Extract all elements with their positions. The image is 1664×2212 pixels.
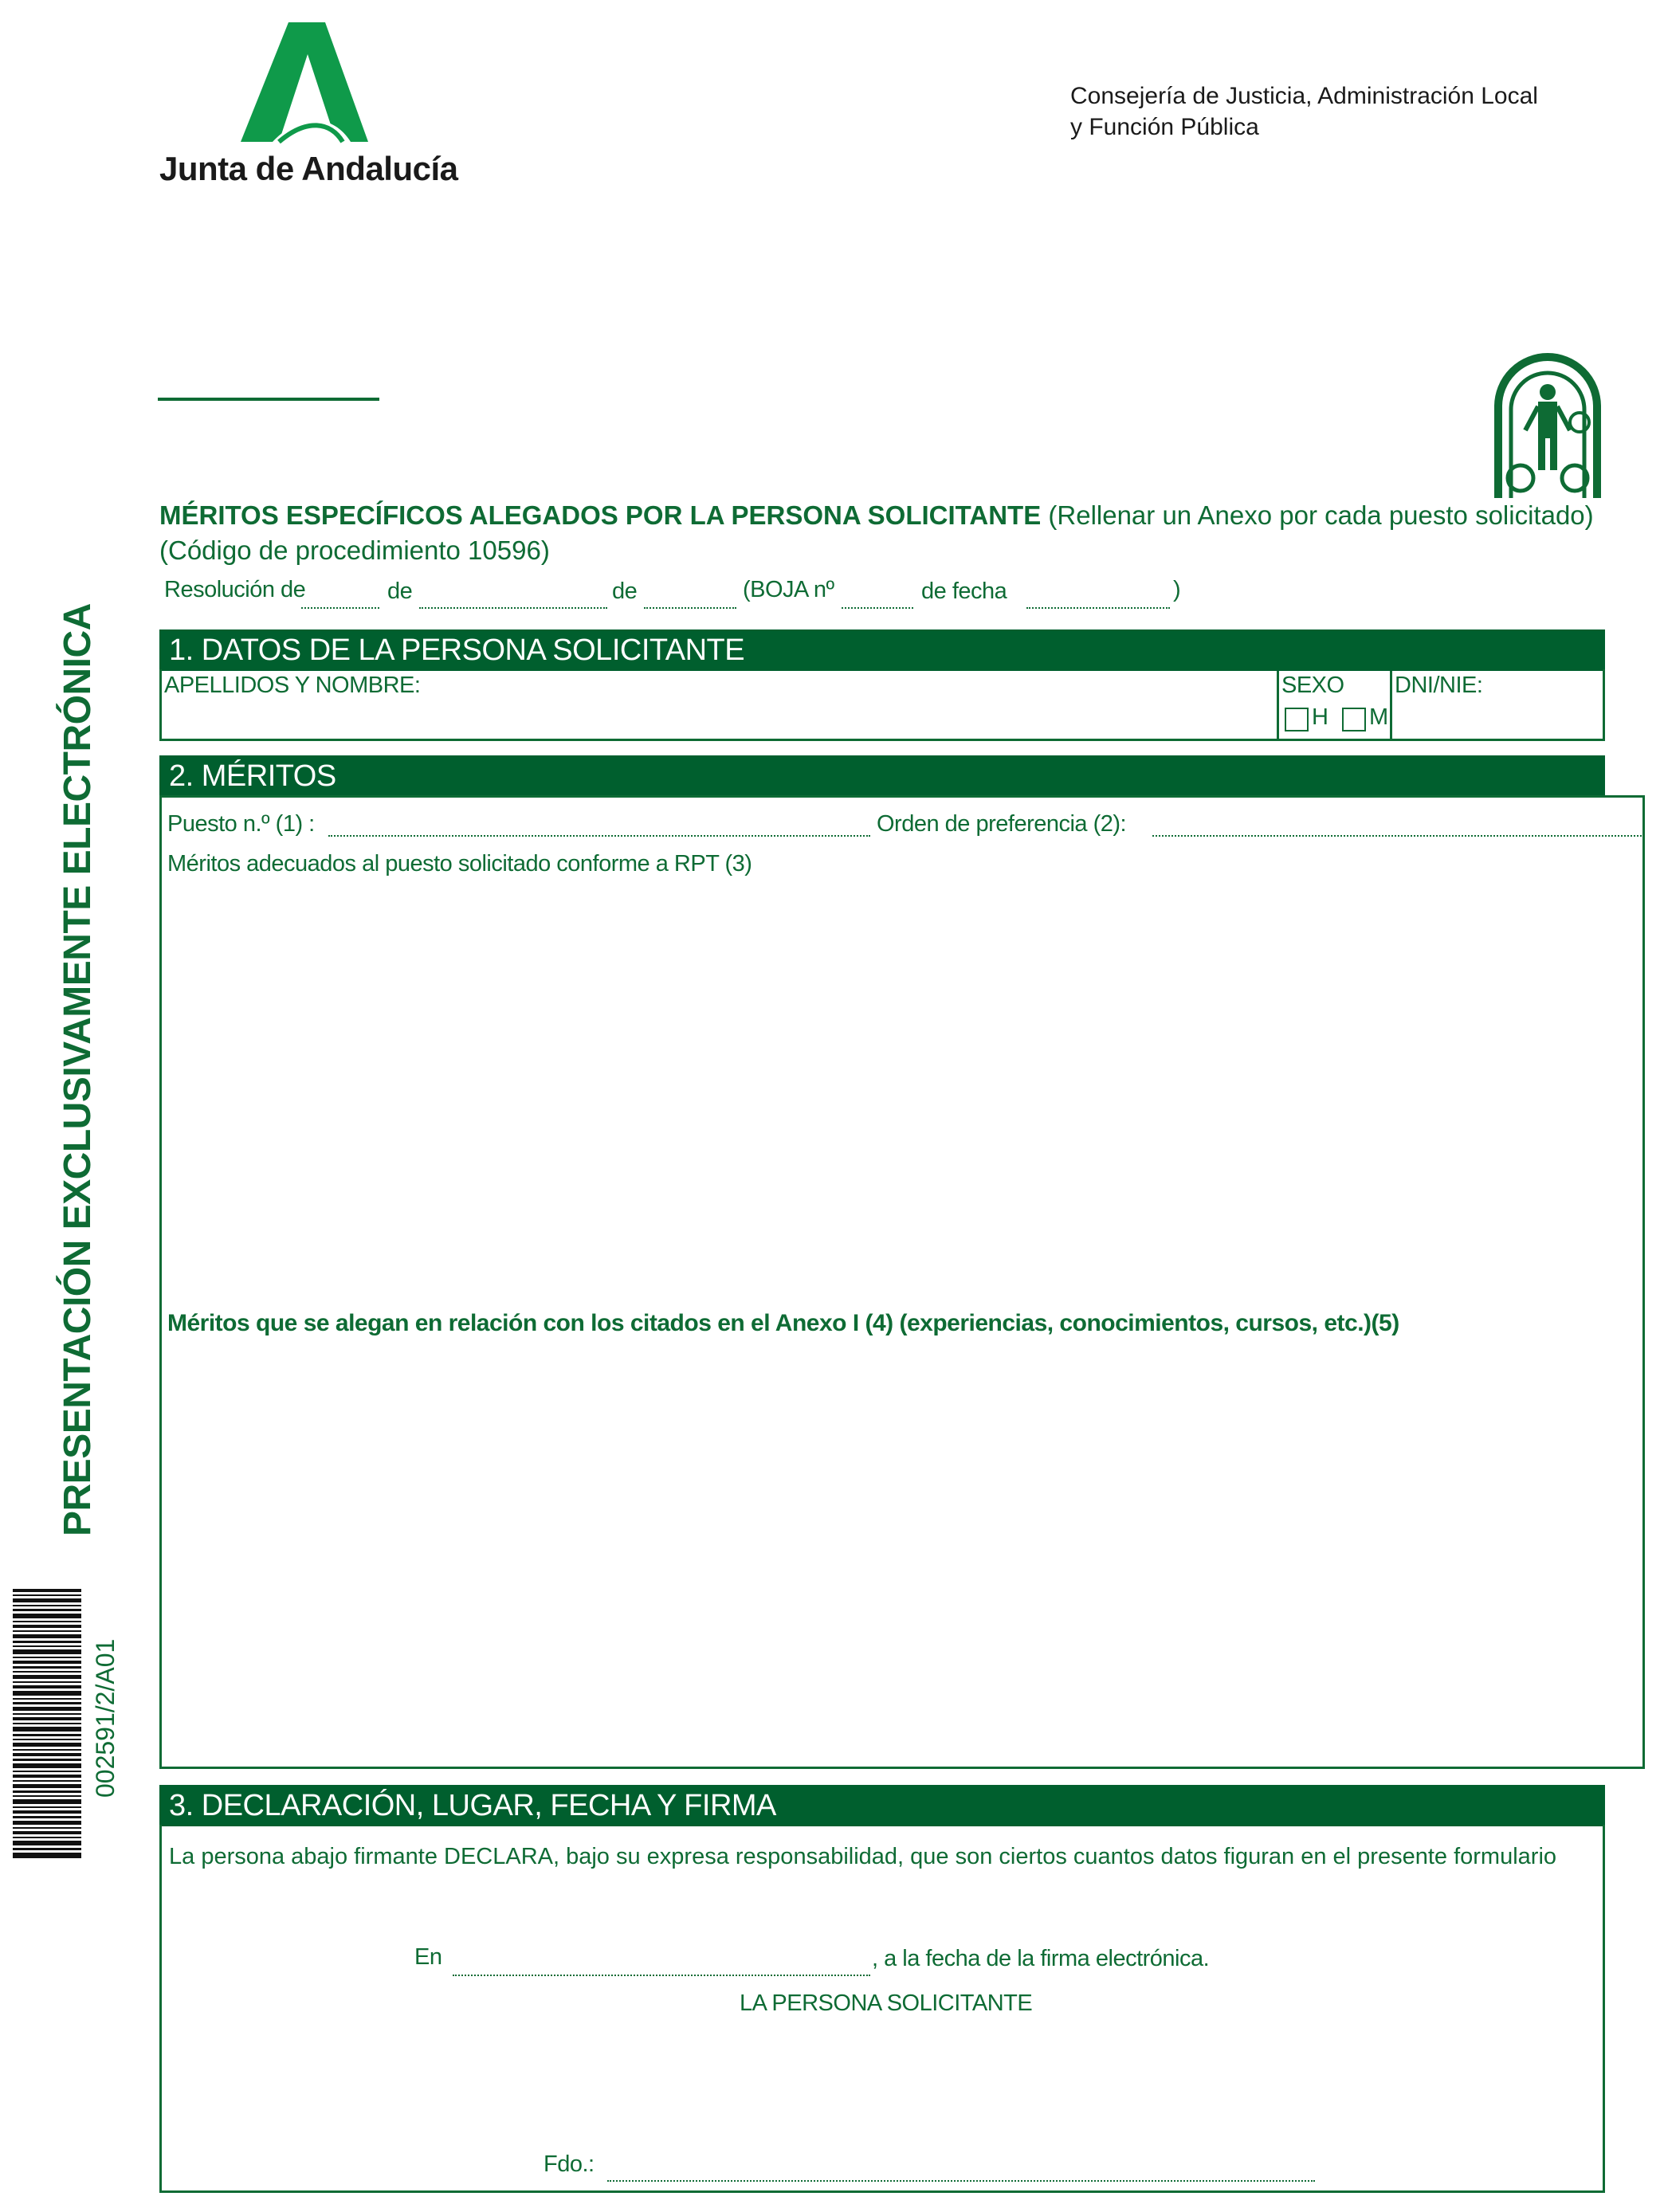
coat-of-arms-icon <box>1492 343 1603 498</box>
en-label: En <box>414 1944 442 1970</box>
sexo-divider-left <box>1277 671 1279 741</box>
solicitante-label: LA PERSONA SOLICITANTE <box>740 1990 1033 2016</box>
barcode-icon <box>13 1589 81 1858</box>
junta-logo-icon <box>231 22 375 150</box>
title-note: (Rellenar un Anexo por cada puesto solicitado) <box>1048 500 1594 530</box>
sexo-m-label: M <box>1369 704 1388 730</box>
title-main: MÉRITOS ESPECÍFICOS ALEGADOS POR LA PERSONA SOLICITANTE <box>159 500 1042 530</box>
procedure-code: (Código de procedimiento 10596) <box>159 535 550 565</box>
resolucion-de-1: de <box>387 578 413 604</box>
meritos-adecuados-textarea[interactable] <box>167 884 1634 1299</box>
section-3-heading: 3. DECLARACIÓN, LUGAR, FECHA Y FIRMA <box>159 1785 1605 1826</box>
fecha-firma-text: , a la fecha de la firma electrónica. <box>872 1946 1210 1971</box>
sexo-m-checkbox[interactable] <box>1342 708 1366 731</box>
resolucion-year-field[interactable] <box>644 607 736 609</box>
sexo-h-label: H <box>1312 704 1328 730</box>
boja-label: (BOJA nº <box>743 577 834 602</box>
de-fecha-label: de fecha <box>921 578 1007 604</box>
meritos-adecuados-label: Méritos adecuados al puesto solicitado conforme a RPT (3) <box>167 851 752 877</box>
boja-number-field[interactable] <box>842 607 913 609</box>
apellidos-label: APELLIDOS Y NOMBRE: <box>164 673 421 698</box>
declaration-text: La persona abajo firmante DECLARA, bajo su expresa responsabilidad, que son ciertos cuantos datos figuran en el presente formulario <box>169 1844 1557 1869</box>
header-divider <box>158 398 379 401</box>
logo-text: Junta de Andalucía <box>159 150 458 187</box>
meritos-alegan-textarea[interactable] <box>167 1347 1634 1761</box>
dni-label: DNI/NIE: <box>1395 673 1483 698</box>
resolucion-label: Resolución de <box>164 577 306 602</box>
resolucion-de-2: de <box>612 578 638 604</box>
meritos-alegan-label: Méritos que se alegan en relación con los citados en el Anexo I (4) (experiencias, conocimientos, cursos, etc.)(5) <box>167 1310 1399 1336</box>
boja-close: ) <box>1173 577 1181 602</box>
department-line-1: Consejería de Justicia, Administración Local <box>1070 83 1538 109</box>
sexo-h-checkbox[interactable] <box>1285 708 1309 731</box>
dni-input[interactable] <box>1395 701 1600 736</box>
section-2-heading: 2. MÉRITOS <box>159 755 1605 797</box>
form-title <box>159 500 1594 531</box>
resolucion-day-field[interactable] <box>419 607 607 609</box>
vertical-presentation-text: PRESENTACIÓN EXCLUSIVAMENTE ELECTRÓNICA <box>57 603 99 1536</box>
resolucion-field[interactable] <box>301 607 379 609</box>
firma-field[interactable] <box>607 2180 1315 2182</box>
fdo-label: Fdo.: <box>544 2151 595 2177</box>
puesto-field[interactable] <box>328 835 870 837</box>
section-1-heading: 1. DATOS DE LA PERSONA SOLICITANTE <box>159 629 1605 671</box>
apellidos-input[interactable] <box>164 701 1272 736</box>
orden-label: Orden de preferencia (2): <box>877 811 1127 837</box>
puesto-label: Puesto n.º (1) : <box>167 811 315 837</box>
form-code: 002591/2/A01 <box>91 1638 120 1798</box>
lugar-field[interactable] <box>453 1975 870 1976</box>
boja-date-field[interactable] <box>1026 607 1170 609</box>
sexo-divider-right <box>1390 671 1392 741</box>
orden-field[interactable] <box>1152 835 1642 837</box>
sexo-label: SEXO <box>1281 673 1344 698</box>
department-line-2: y Función Pública <box>1070 114 1259 140</box>
